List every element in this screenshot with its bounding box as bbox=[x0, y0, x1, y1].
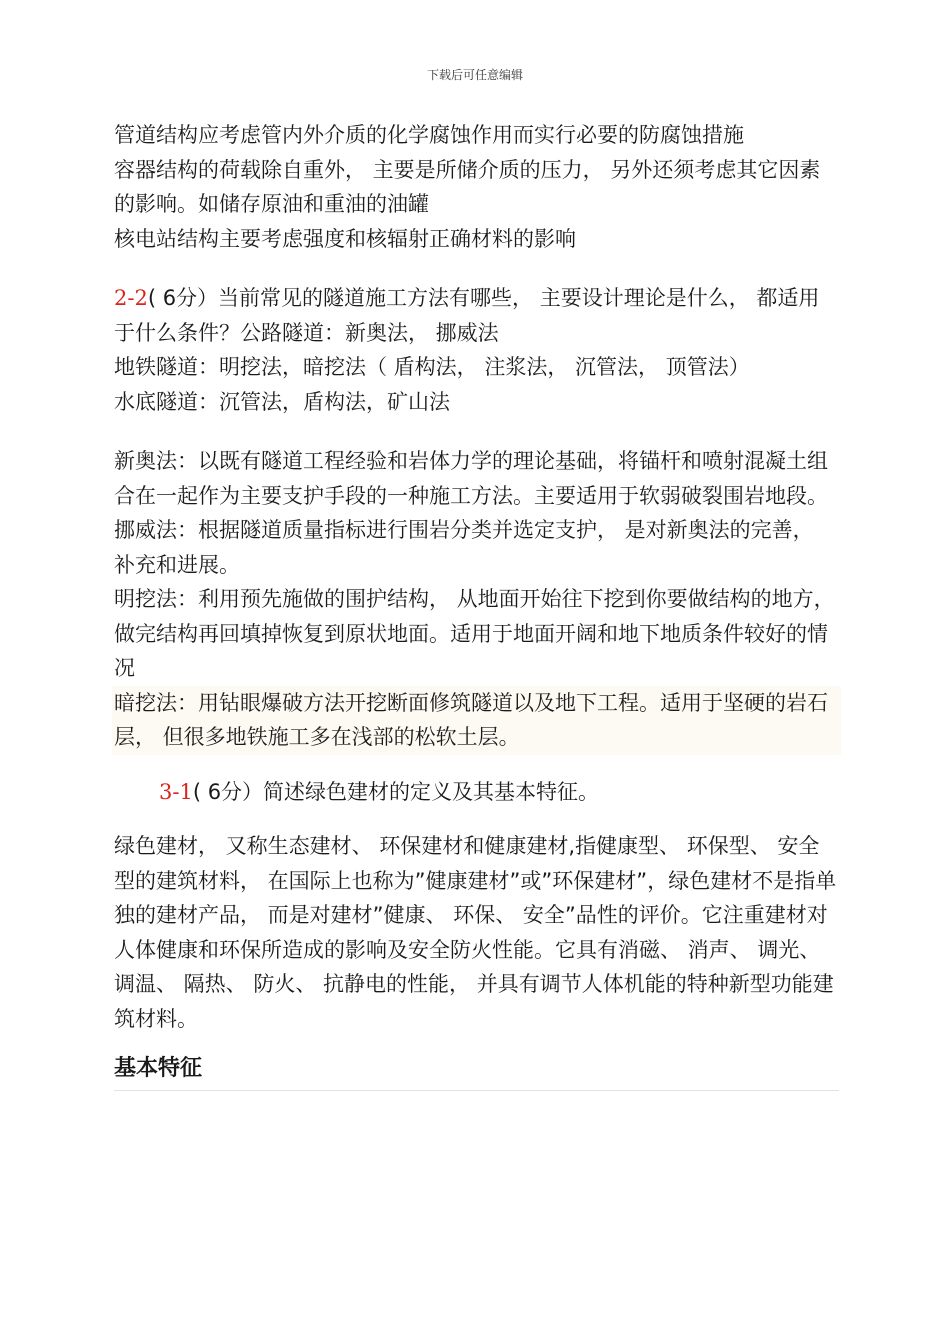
underwater-tunnel-methods: 水底隧道：沉管法，盾构法，矿山法 bbox=[114, 389, 450, 414]
question-number: 2-2 bbox=[114, 286, 148, 310]
paragraph-container: 容器结构的荷载除自重外， 主要是所储介质的压力， 另外还须考虑其它因素的影响。如储存原油和重油的油罐 bbox=[114, 157, 821, 216]
paragraph-pipe: 管道结构应考虑管内外介质的化学腐蚀作用而实行必要的防腐蚀措施 bbox=[114, 123, 744, 147]
document-body bbox=[114, 118, 839, 1091]
paragraph-green-materials: 绿色建材， 又称生态建材、 环保建材和健康建材,指健康型、 环保型、 安全型的建筑材料， 在国际上也称为”健康建材”或”环保建材”，绿色建材不是指单独的建材产品， 而是对建材”健康、 环保、 安全”品性的评价。它注重建材对人体健康和环保所造成的影响及安全防火性能。它具有消磁、 消声、 调光、 调温、 隔热、 防火、 抗静电的性能， 并具有调节人体机能的特种新型功能建筑材料。 bbox=[114, 834, 837, 1031]
question-text: ( 6分）当前常见的隧道施工方法有哪些， 主要设计理论是什么， 都适用于什么条件？公路隧道：新奥法， 挪威法 bbox=[114, 286, 820, 345]
question-text: ( 6分）简述绿色建材的定义及其基本特征。 bbox=[192, 779, 600, 804]
definition-mining: 暗挖法：用钻眼爆破方法开挖断面修筑隧道以及地下工程。适用于坚硬的岩石层， 但很多地铁施工多在浅部的松软土层。 bbox=[112, 686, 841, 755]
definition-natm: 新奥法：以既有隧道工程经验和岩体力学的理论基础，将锚杆和喷射混凝土组合在一起作为主要支护手段的一种施工方法。主要适用于软弱破裂围岩地段。 bbox=[114, 449, 828, 508]
paragraph-nuclear: 核电站结构主要考虑强度和核辐射正确材料的影响 bbox=[114, 226, 576, 251]
subway-tunnel-methods: 地铁隧道：明挖法，暗挖法（ 盾构法， 注浆法， 沉管法， 顶管法） bbox=[114, 355, 750, 379]
question-3-1 bbox=[114, 775, 839, 810]
question-2-2 bbox=[114, 281, 839, 350]
question-number: 3-1 bbox=[159, 779, 193, 804]
page-header: 下载后可任意编辑 bbox=[426, 68, 523, 82]
section-heading: 基本特征 bbox=[114, 1052, 839, 1091]
definition-nmt: 挪威法：根据隧道质量指标进行围岩分类并选定支护， 是对新奥法的完善， 补充和进展。 bbox=[114, 518, 814, 577]
definition-cut-cover: 明挖法：利用预先施做的围护结构， 从地面开始往下挖到你要做结构的地方， 做完结构再回填掉恢复到原状地面。适用于地面开阔和地下地质条件较好的情况 bbox=[114, 587, 835, 680]
